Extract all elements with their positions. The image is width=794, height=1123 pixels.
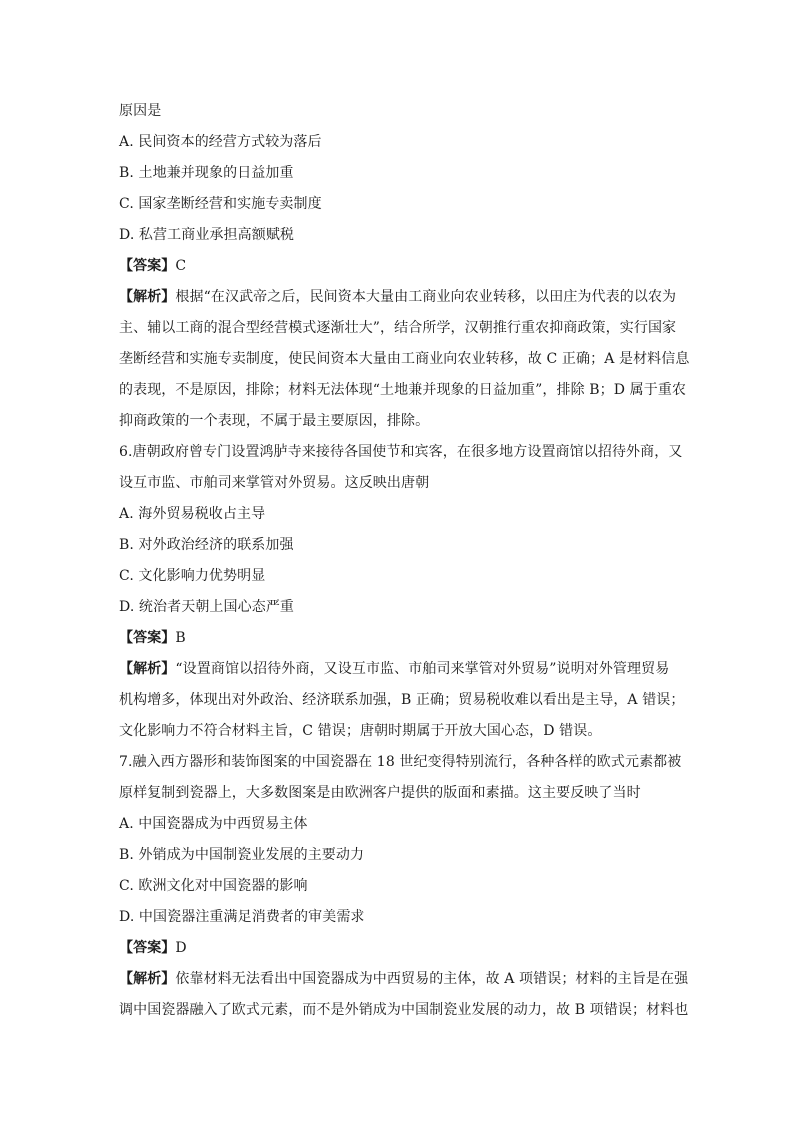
q6-answer (119, 623, 679, 654)
analysis-text: 根据“在汉武帝之后，民间资本大量由工商业向农业转移，以田庄为代表的以农为 (175, 289, 677, 305)
analysis-line (119, 282, 679, 313)
q5-option-a: A. 民间资本的经营方式较为落后 (119, 134, 322, 150)
analysis-line: 的表现，不是原因，排除；材料无法体现“土地兼并现象的日益加重”，排除 B；D 属于重农 (119, 382, 687, 398)
q6-option-b: B. 对外政治经济的联系加强 (119, 537, 294, 553)
answer-value: C (175, 258, 187, 274)
q7-stem-line: 7.融入西方器形和装饰图案的中国瓷器在 18 世纪变得特别流行，各种各样的欧式元素都被 (119, 754, 682, 770)
q6-option-c: C. 文化影响力优势明显 (119, 568, 266, 584)
analysis-tag: 【解析】 (119, 289, 176, 305)
analysis-text: 依靠材料无法看出中国瓷器成为中西贸易的主体，故 A 项错误；材料的主旨是在强 (175, 971, 689, 987)
q7-option-c: C. 欧洲文化对中国瓷器的影响 (119, 878, 308, 894)
analysis-line: 主、辅以工商的混合型经营模式逐渐壮大”，结合所学，汉朝推行重农抑商政策，实行国家 (119, 320, 677, 336)
q6-stem-line: 设互市监、市舶司来掌管对外贸易。这反映出唐朝 (119, 475, 430, 491)
analysis-text: “设置商馆以招待外商，又设互市监、市舶司来掌管对外贸易”说明对外管理贸易 (175, 661, 670, 677)
answer-tag: 【答案】 (119, 258, 176, 274)
q5-option-b: B. 土地兼并现象的日益加重 (119, 165, 294, 181)
analysis-line: 抑商政策的一个表现，不属于最主要原因，排除。 (119, 413, 430, 429)
analysis-line: 垄断经营和实施专卖制度，使民间资本大量由工商业向农业转移，故 C 正确；A 是材料信息 (119, 351, 690, 367)
answer-tag: 【答案】 (119, 630, 176, 646)
q7-option-a: A. 中国瓷器成为中西贸易主体 (119, 816, 308, 832)
analysis-line: 文化影响力不符合材料主旨，C 错误；唐朝时期属于开放大国心态，D 错误。 (119, 723, 602, 739)
q7-option-b: B. 外销成为中国制瓷业发展的主要动力 (119, 847, 365, 863)
q5-answer (119, 251, 679, 282)
answer-value: D (175, 940, 187, 956)
q6-option-a: A. 海外贸易税收占主导 (119, 506, 266, 522)
q5-option-d: D. 私营工商业承担高额赋税 (119, 227, 295, 243)
answer-tag: 【答案】 (119, 940, 176, 956)
document-page (119, 96, 690, 1026)
answer-value: B (175, 630, 186, 646)
q7-option-d: D. 中国瓷器注重满足消费者的审美需求 (119, 909, 365, 925)
analysis-tag: 【解析】 (119, 971, 176, 987)
q7-stem-line: 原样复制到瓷器上，大多数图案是由欧洲客户提供的版面和素描。这主要反映了当时 (119, 785, 641, 801)
q6-analysis (119, 654, 685, 747)
analysis-line (119, 654, 679, 685)
q6-option-d: D. 统治者天朝上国心态严重 (119, 599, 295, 615)
analysis-line: 调中国瓷器融入了欧式元素，而不是外销成为中国制瓷业发展的动力，故 B 项错误；材料也 (119, 1002, 689, 1018)
analysis-line (119, 964, 689, 995)
analysis-tag: 【解析】 (119, 661, 176, 677)
q5-option-c: C. 国家垄断经营和实施专卖制度 (119, 196, 322, 212)
q6-stem-line: 6.唐朝政府曾专门设置鸿胪寺来接待各国使节和宾客，在很多地方设置商馆以招待外商，又 (119, 444, 683, 460)
q7-analysis (119, 964, 689, 1026)
q7-answer (119, 933, 679, 964)
q5-stem-tail: 原因是 (119, 103, 162, 119)
q5-analysis (119, 282, 690, 437)
analysis-line: 机构增多，体现出对外政治、经济联系加强，B 正确；贸易税收难以看出是主导，A 错误； (119, 692, 685, 708)
